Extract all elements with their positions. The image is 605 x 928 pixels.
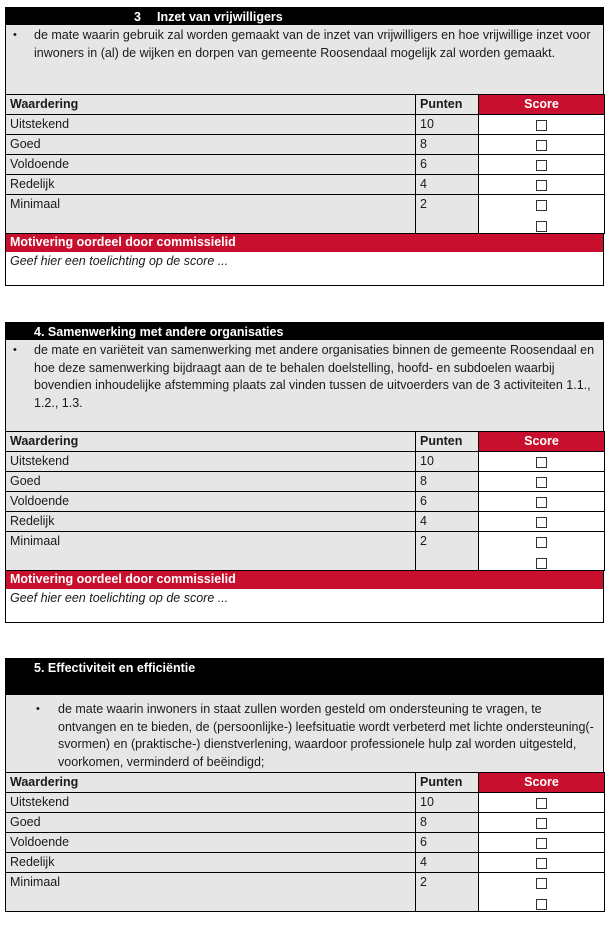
row-label: Minimaal (6, 873, 416, 912)
row-label: Goed (6, 813, 416, 833)
score-checkbox[interactable] (536, 818, 547, 829)
motivation-header: Motivering oordeel door commissielid (5, 234, 604, 252)
section-description (5, 695, 604, 772)
table-header-row (6, 95, 605, 115)
row-label: Redelijk (6, 175, 416, 195)
score-checkbox[interactable] (536, 497, 547, 508)
table-row (6, 195, 605, 234)
score-checkbox[interactable] (536, 221, 547, 232)
header-waardering: Waardering (6, 95, 416, 115)
score-checkbox[interactable] (536, 140, 547, 151)
section-header (5, 322, 604, 340)
section-title: Effectiviteit en efficiëntie (47, 661, 196, 675)
table-row (6, 833, 605, 853)
score-checkbox[interactable] (536, 798, 547, 809)
row-points: 8 (416, 813, 479, 833)
row-points: 10 (416, 793, 479, 813)
table-row (6, 175, 605, 195)
motivation-header: Motivering oordeel door commissielid (5, 571, 604, 589)
row-points: 4 (416, 853, 479, 873)
bullet-icon: • (13, 344, 17, 356)
header-score: Score (479, 95, 605, 115)
table-header-row (6, 773, 605, 793)
table-row (6, 853, 605, 873)
score-checkbox[interactable] (536, 160, 547, 171)
description-text: de mate waarin gebruik zal worden gemaakt van de inzet van vrijwilligers en hoe vrijwillige inzet voor inwoners in (al) de wijken en dorpen van gemeente Roosendaal mogelijk zal worden gemaakt. (34, 28, 591, 60)
section-header (5, 658, 604, 695)
score-checkbox[interactable] (536, 858, 547, 869)
section-5 (5, 658, 604, 912)
row-label: Voldoende (6, 492, 416, 512)
row-label: Goed (6, 135, 416, 155)
row-points: 2 (416, 195, 479, 234)
row-points: 2 (416, 873, 479, 912)
score-checkbox[interactable] (536, 838, 547, 849)
row-label: Uitstekend (6, 452, 416, 472)
section-number: 3 (134, 10, 141, 24)
row-points: 2 (416, 532, 479, 571)
row-label: Redelijk (6, 512, 416, 532)
row-label: Minimaal (6, 532, 416, 571)
header-score: Score (479, 432, 605, 452)
table-header-row (6, 432, 605, 452)
row-points: 4 (416, 175, 479, 195)
score-table (5, 431, 605, 571)
bullet-icon: • (13, 29, 17, 41)
table-row (6, 492, 605, 512)
header-punten: Punten (416, 95, 479, 115)
score-checkbox[interactable] (536, 200, 547, 211)
section-description (5, 25, 604, 94)
row-points: 6 (416, 833, 479, 853)
section-header (5, 7, 604, 25)
row-label: Minimaal (6, 195, 416, 234)
section-title: Inzet van vrijwilligers (157, 10, 283, 24)
header-punten: Punten (416, 773, 479, 793)
score-checkbox[interactable] (536, 878, 547, 889)
section-4 (5, 322, 604, 623)
table-row (6, 873, 605, 912)
header-score: Score (479, 773, 605, 793)
row-points: 6 (416, 155, 479, 175)
score-checkbox[interactable] (536, 120, 547, 131)
section-3 (5, 7, 604, 286)
row-label: Uitstekend (6, 115, 416, 135)
row-label: Goed (6, 472, 416, 492)
table-row (6, 155, 605, 175)
header-waardering: Waardering (6, 773, 416, 793)
table-row (6, 512, 605, 532)
row-points: 8 (416, 472, 479, 492)
row-label: Redelijk (6, 853, 416, 873)
score-checkbox[interactable] (536, 558, 547, 569)
table-row (6, 115, 605, 135)
table-row (6, 135, 605, 155)
row-points: 8 (416, 135, 479, 155)
section-number: 4. (34, 325, 45, 339)
score-checkbox[interactable] (536, 180, 547, 191)
bullet-icon: • (36, 703, 40, 715)
score-table (5, 772, 605, 912)
score-checkbox[interactable] (536, 899, 547, 910)
section-title: Samenwerking met andere organisaties (47, 325, 284, 339)
table-row (6, 813, 605, 833)
header-waardering: Waardering (6, 432, 416, 452)
description-text: de mate waarin inwoners in staat zullen worden gesteld om ondersteuning te vragen, te ontvangen en te bieden, de (persoonlijke-) leefsituatie wordt verbeterd met lichte ondersteuning(-svormen) en (praktische-) dienstverlening, waardoor professionele hulp zal worden uitgesteld, voorkomen, verminderd of beëindigd; (58, 702, 594, 769)
score-checkbox[interactable] (536, 477, 547, 488)
row-points: 6 (416, 492, 479, 512)
table-row (6, 472, 605, 492)
row-points: 4 (416, 512, 479, 532)
description-text: de mate en variëteit van samenwerking met andere organisaties binnen de gemeente Roosendaal en hoe deze samenwerking bijdraagt aan de te behalen doelstelling, hoofd- en subdoelen waarbij bovendien inhoudelijke afstemming plaats zal vinden tussen de uitvoerders van de 3 activiteiten 1.1., 1.2., 1.3. (34, 343, 595, 410)
score-table (5, 94, 605, 234)
table-row (6, 532, 605, 571)
table-row (6, 793, 605, 813)
row-points: 10 (416, 452, 479, 472)
section-number: 5. (34, 661, 45, 675)
row-points: 10 (416, 115, 479, 135)
section-description (5, 340, 604, 431)
row-label: Uitstekend (6, 793, 416, 813)
header-punten: Punten (416, 432, 479, 452)
score-checkbox[interactable] (536, 457, 547, 468)
score-checkbox[interactable] (536, 537, 547, 548)
motivation-input[interactable]: Geef hier een toelichting op de score ... (5, 589, 604, 623)
table-row (6, 452, 605, 472)
motivation-input[interactable]: Geef hier een toelichting op de score ... (5, 252, 604, 286)
row-label: Voldoende (6, 155, 416, 175)
row-label: Voldoende (6, 833, 416, 853)
score-checkbox[interactable] (536, 517, 547, 528)
